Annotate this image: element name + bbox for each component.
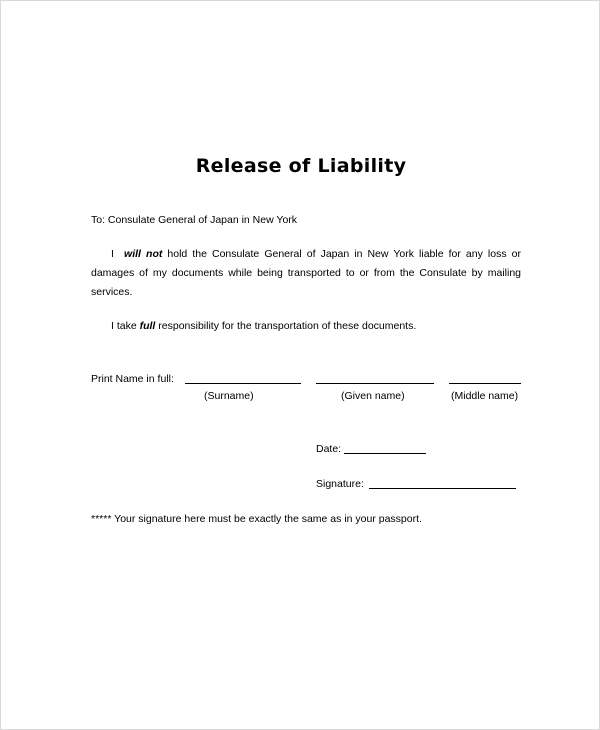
surname-field[interactable]: [185, 373, 301, 384]
passport-note: ***** Your signature here must be exactly the same as in your passport.: [91, 513, 422, 525]
middle-name-field[interactable]: [449, 373, 521, 384]
middle-name-caption: (Middle name): [451, 390, 519, 402]
given-name-field[interactable]: [316, 373, 434, 384]
date-field[interactable]: [344, 443, 426, 454]
date-label: Date:: [316, 443, 342, 455]
signature-field[interactable]: [369, 478, 516, 489]
surname-caption: (Surname): [204, 390, 254, 402]
recipient-line: To: Consulate General of Japan in New York: [91, 214, 298, 226]
liability-emphasis: will not: [124, 248, 163, 260]
responsibility-paragraph: [91, 317, 521, 336]
print-name-label: Print Name in full:: [91, 373, 174, 385]
responsibility-before: I take: [111, 320, 137, 332]
document-title: Release of Liability: [195, 155, 407, 177]
signature-label: Signature:: [316, 478, 364, 490]
given-name-caption: (Given name): [341, 390, 405, 402]
responsibility-after: responsibility for the transportation of these documents.: [158, 320, 417, 332]
responsibility-emphasis: full: [139, 320, 156, 332]
liability-text: hold the Consulate General of Japan in New York liable for any loss or damages of my documents while being transported to or from the Consulate by mailing services.: [91, 248, 521, 298]
liability-paragraph: [91, 245, 521, 302]
liability-pronoun: I: [111, 248, 114, 260]
